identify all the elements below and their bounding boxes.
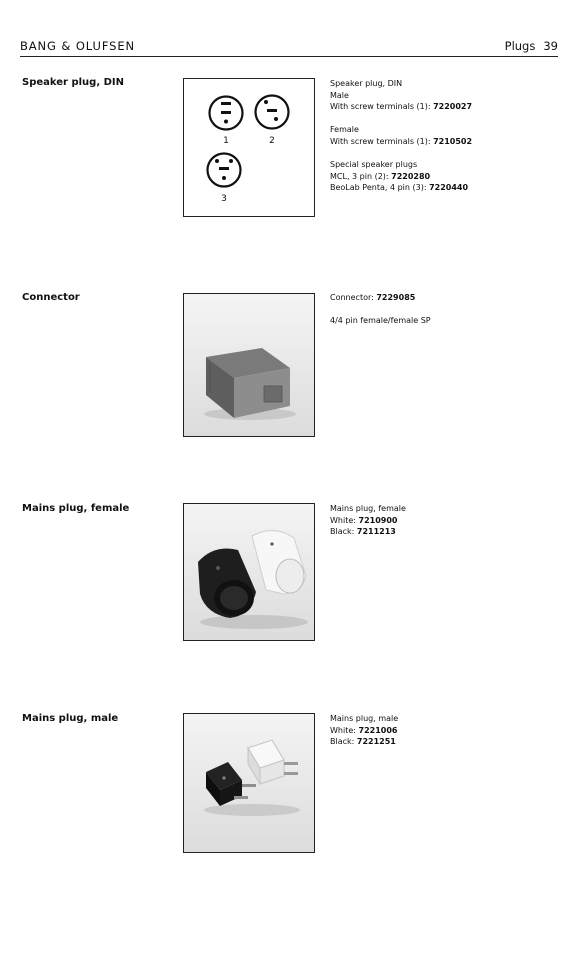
page-info	[505, 39, 558, 53]
din-pin-diagram	[184, 79, 314, 216]
part-number: 7211213	[356, 527, 396, 537]
description-line: MCL, 3 pin (2): 7220280	[330, 171, 431, 181]
din-plug-diagram	[183, 78, 315, 217]
description-line: White: 7221006	[330, 725, 398, 735]
description-line: Mains plug, male	[330, 714, 399, 723]
part-number: 7220027	[433, 102, 473, 112]
description-line: With screw terminals (1): 7210502	[330, 136, 473, 146]
part-number: 7220280	[391, 171, 431, 181]
part-number: 7229085	[376, 293, 416, 302]
brand-name: BANG & OLUFSEN	[20, 39, 136, 53]
mains-male-image	[184, 714, 314, 852]
din-plug-3-icon	[208, 154, 241, 187]
section-title-mains-male: Mains plug, male	[22, 713, 119, 724]
description-line: White: 7210900	[330, 515, 398, 525]
header-rule	[20, 56, 558, 57]
page-number: 39	[543, 39, 558, 53]
page-header	[20, 39, 558, 55]
mains-male-description	[330, 713, 398, 748]
part-number: 7210900	[358, 515, 398, 525]
speaker-plug-description	[330, 78, 472, 194]
section-title-speaker-plug: Speaker plug, DIN	[22, 77, 125, 88]
description-line: Black: 7221251	[330, 737, 396, 747]
description-line: With screw terminals (1): 7220027	[330, 102, 473, 112]
connector-image	[184, 294, 314, 436]
part-number: 7221251	[356, 737, 396, 747]
mains-female-description	[330, 503, 406, 538]
plug-label-2: 2	[269, 136, 275, 146]
mains-female-image	[184, 504, 314, 640]
description-line: BeoLab Penta, 4 pin (3): 7220440	[330, 183, 469, 193]
white-male-plug-icon	[248, 740, 298, 784]
description-line: 4/4 pin female/female SP	[330, 316, 431, 326]
part-number: 7221006	[358, 725, 398, 735]
part-number: 7220440	[429, 183, 469, 193]
section-title-mains-female: Mains plug, female	[22, 503, 130, 514]
description-line: Special speaker plugs	[330, 160, 418, 170]
description-line: Mains plug, female	[330, 504, 406, 513]
connector-photo	[183, 293, 315, 437]
description-line: Black: 7211213	[330, 527, 396, 537]
description-line: Male	[330, 90, 349, 100]
description-line: Female	[330, 125, 359, 135]
connector-description	[330, 292, 431, 327]
description-line: Speaker plug, DIN	[330, 79, 403, 88]
plug-label-3: 3	[221, 194, 227, 204]
plug-label-1: 1	[223, 136, 229, 146]
white-female-plug-icon	[252, 530, 306, 594]
mains-female-photo	[183, 503, 315, 641]
black-male-plug-icon	[206, 762, 256, 806]
part-number: 7210502	[433, 136, 473, 146]
din-plug-2-icon	[256, 96, 289, 129]
din-plug-1-icon	[210, 97, 243, 130]
section-title-connector: Connector	[22, 292, 80, 303]
section-name: Plugs	[504, 39, 536, 53]
mains-male-photo	[183, 713, 315, 853]
black-female-plug-icon	[198, 549, 256, 619]
description-line: Connector: 7229085	[330, 293, 416, 302]
